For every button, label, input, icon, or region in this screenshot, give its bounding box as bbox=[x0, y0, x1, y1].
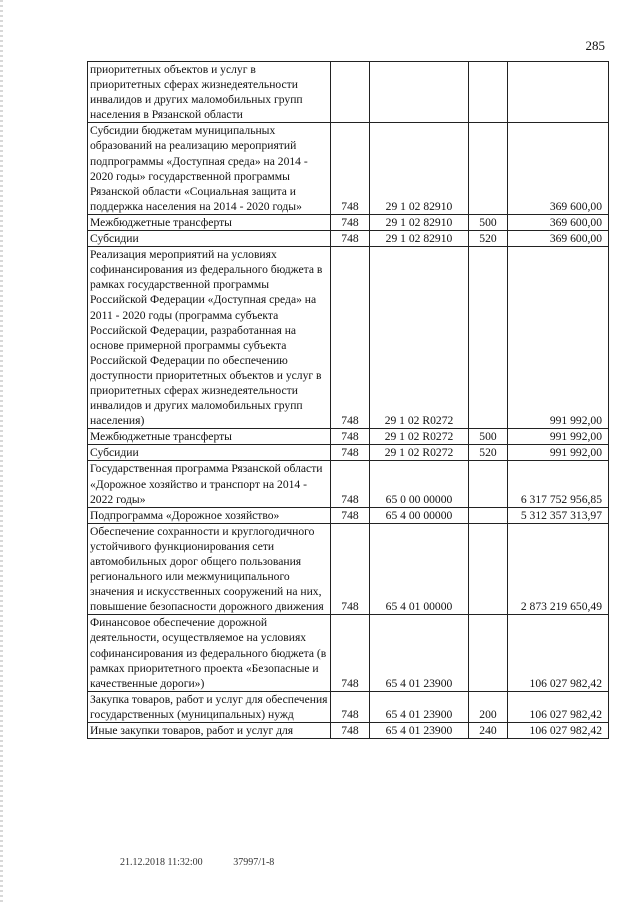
row-sum-cell: 369 600,00 bbox=[508, 123, 609, 215]
row-name-cell: Межбюджетные трансферты bbox=[88, 214, 331, 230]
row-target-code-cell: 65 4 01 23900 bbox=[370, 691, 469, 722]
row-target-code-cell: 29 1 02 R0272 bbox=[370, 445, 469, 461]
row-name-cell: Межбюджетные трансферты bbox=[88, 429, 331, 445]
row-name-cell: Иные закупки товаров, работ и услуг для bbox=[88, 723, 331, 739]
table-row bbox=[88, 247, 609, 429]
row-admin-code-cell: 748 bbox=[331, 231, 370, 247]
row-sum-cell: 5 312 357 313,97 bbox=[508, 507, 609, 523]
footer-doc-id: 37997/1-8 bbox=[233, 857, 275, 868]
row-target-code-cell: 65 0 00 00000 bbox=[370, 461, 469, 507]
row-expense-type-cell bbox=[469, 123, 508, 215]
row-expense-type-cell: 520 bbox=[469, 231, 508, 247]
row-admin-code-cell: 748 bbox=[331, 445, 370, 461]
row-target-code-cell bbox=[370, 62, 469, 123]
row-target-code-cell: 29 1 02 82910 bbox=[370, 231, 469, 247]
row-sum-cell: 991 992,00 bbox=[508, 429, 609, 445]
row-expense-type-cell bbox=[469, 615, 508, 691]
row-name-cell: Субсидии бюджетам муниципальных образований на реализацию мероприятий подпрограммы «Доступная среда» на 2014 - 2020 годы» государственной программы Рязанской области «Социальная защита и поддержка населения на 2014 - 2020 годы» bbox=[88, 123, 331, 215]
row-name-cell: Субсидии bbox=[88, 231, 331, 247]
budget-table-body bbox=[88, 62, 609, 739]
row-admin-code-cell bbox=[331, 62, 370, 123]
page-number: 285 bbox=[585, 38, 605, 53]
row-expense-type-cell bbox=[469, 507, 508, 523]
row-name-cell: Субсидии bbox=[88, 445, 331, 461]
row-sum-cell: 369 600,00 bbox=[508, 214, 609, 230]
row-admin-code-cell: 748 bbox=[331, 723, 370, 739]
table-row bbox=[88, 445, 609, 461]
scan-edge-artifact bbox=[0, 0, 3, 905]
row-target-code-cell: 29 1 02 82910 bbox=[370, 123, 469, 215]
row-name-cell: Финансовое обеспечение дорожной деятельности, осуществляемое на условиях софинансирования из федерального бюджета (в рамках приоритетного проекта «Безопасные и качественные дороги») bbox=[88, 615, 331, 691]
row-admin-code-cell: 748 bbox=[331, 691, 370, 722]
row-name-cell: Реализация мероприятий на условиях софинансирования из федерального бюджета в рамках государственной программы Российской Федерации «Доступная среда» на 2011 - 2020 годы (программа субъекта Российской Федерации, разработанная на основе примерной программы субъекта Российской Федерации по обеспечению доступности приоритетных объектов и услуг в приоритетных сферах жизнедеятельности инвалидов и других маломобильных групп населения) bbox=[88, 247, 331, 429]
row-expense-type-cell: 520 bbox=[469, 445, 508, 461]
row-target-code-cell: 65 4 00 00000 bbox=[370, 507, 469, 523]
row-sum-cell: 991 992,00 bbox=[508, 445, 609, 461]
table-row bbox=[88, 231, 609, 247]
row-target-code-cell: 65 4 01 00000 bbox=[370, 523, 469, 615]
row-expense-type-cell bbox=[469, 247, 508, 429]
row-target-code-cell: 29 1 02 82910 bbox=[370, 214, 469, 230]
table-row bbox=[88, 62, 609, 123]
row-name-cell: приоритетных объектов и услуг в приоритетных сферах жизнедеятельности инвалидов и других маломобильных групп населения в Рязанской области bbox=[88, 62, 331, 123]
row-admin-code-cell: 748 bbox=[331, 461, 370, 507]
row-expense-type-cell: 200 bbox=[469, 691, 508, 722]
table-row bbox=[88, 461, 609, 507]
row-admin-code-cell: 748 bbox=[331, 615, 370, 691]
row-target-code-cell: 29 1 02 R0272 bbox=[370, 429, 469, 445]
row-expense-type-cell bbox=[469, 62, 508, 123]
table-row bbox=[88, 507, 609, 523]
row-admin-code-cell: 748 bbox=[331, 507, 370, 523]
table-row bbox=[88, 615, 609, 691]
row-target-code-cell: 65 4 01 23900 bbox=[370, 615, 469, 691]
row-expense-type-cell: 500 bbox=[469, 429, 508, 445]
row-admin-code-cell: 748 bbox=[331, 247, 370, 429]
row-admin-code-cell: 748 bbox=[331, 123, 370, 215]
row-expense-type-cell bbox=[469, 523, 508, 615]
row-admin-code-cell: 748 bbox=[331, 523, 370, 615]
row-target-code-cell: 65 4 01 23900 bbox=[370, 723, 469, 739]
row-admin-code-cell: 748 bbox=[331, 214, 370, 230]
table-row bbox=[88, 691, 609, 722]
row-target-code-cell: 29 1 02 R0272 bbox=[370, 247, 469, 429]
row-sum-cell: 106 027 982,42 bbox=[508, 691, 609, 722]
row-expense-type-cell bbox=[469, 461, 508, 507]
row-sum-cell: 106 027 982,42 bbox=[508, 615, 609, 691]
footer-datetime: 21.12.2018 11:32:00 bbox=[120, 857, 203, 868]
row-sum-cell bbox=[508, 62, 609, 123]
row-sum-cell: 106 027 982,42 bbox=[508, 723, 609, 739]
table-row bbox=[88, 723, 609, 739]
row-sum-cell: 991 992,00 bbox=[508, 247, 609, 429]
row-sum-cell: 2 873 219 650,49 bbox=[508, 523, 609, 615]
table-row bbox=[88, 123, 609, 215]
row-name-cell: Обеспечение сохранности и круглогодичного устойчивого функционирования сети автомобильных дорог общего пользования регионального или межмуниципального значения и искусственных сооружений на них, повышение безопасности дорожного движения bbox=[88, 523, 331, 615]
row-sum-cell: 369 600,00 bbox=[508, 231, 609, 247]
footer bbox=[120, 857, 274, 868]
row-name-cell: Закупка товаров, работ и услуг для обеспечения государственных (муниципальных) нужд bbox=[88, 691, 331, 722]
row-sum-cell: 6 317 752 956,85 bbox=[508, 461, 609, 507]
row-admin-code-cell: 748 bbox=[331, 429, 370, 445]
budget-table bbox=[87, 61, 609, 739]
row-name-cell: Государственная программа Рязанской области «Дорожное хозяйство и транспорт на 2014 - 2022 годы» bbox=[88, 461, 331, 507]
row-expense-type-cell: 500 bbox=[469, 214, 508, 230]
row-name-cell: Подпрограмма «Дорожное хозяйство» bbox=[88, 507, 331, 523]
row-expense-type-cell: 240 bbox=[469, 723, 508, 739]
table-row bbox=[88, 214, 609, 230]
table-row bbox=[88, 523, 609, 615]
table-row bbox=[88, 429, 609, 445]
